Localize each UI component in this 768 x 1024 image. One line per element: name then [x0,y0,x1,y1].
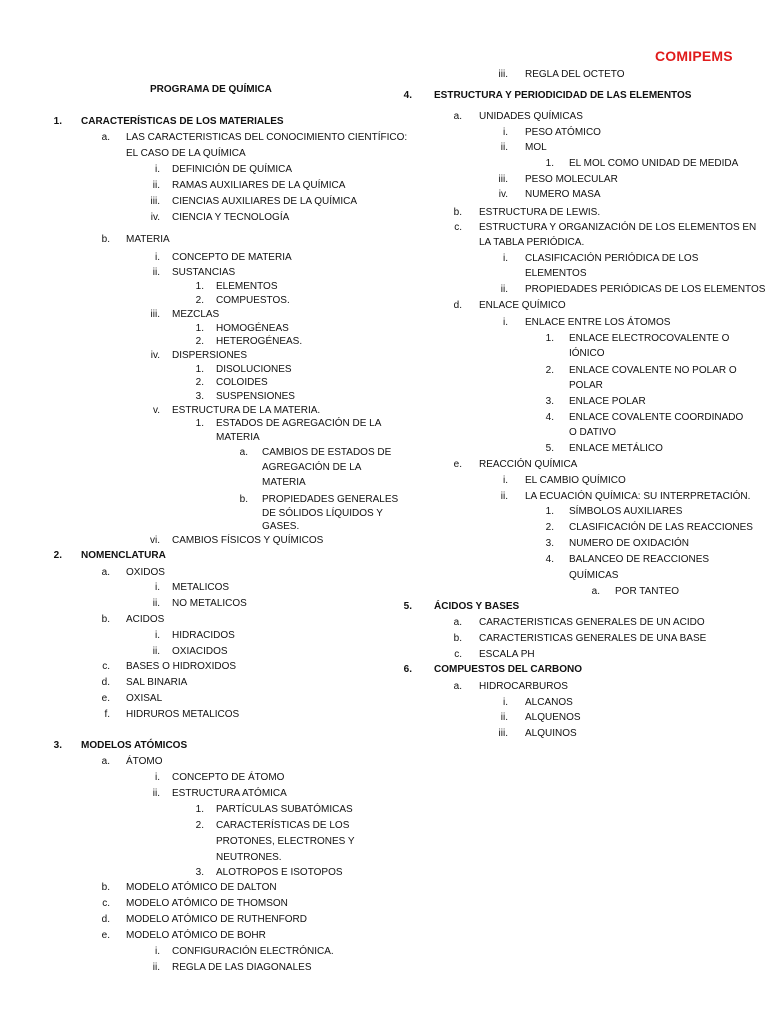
outline-text: MEZCLAS [172,309,220,320]
outline-text: ESTRUCTURA DE LA MATERIA. [172,405,321,416]
outline-marker: 4. [545,554,554,565]
outline-text: ACIDOS [126,614,165,625]
outline-marker: ii. [500,712,508,723]
outline-marker: a. [453,681,462,692]
outline-text: ENLACE ENTRE LOS ÁTOMOS [525,317,671,328]
outline-marker: 1. [195,804,204,815]
outline-marker: 1. [195,281,204,292]
outline-text: HOMOGÉNEAS [216,323,289,334]
outline-text: CLASIFICACIÓN DE LAS REACCIONES [569,522,753,533]
outline-text: CONCEPTO DE MATERIA [172,252,292,263]
outline-text: ENLACE COVALENTE NO POLAR O [569,365,737,376]
section-heading: MODELOS ATÓMICOS [81,740,188,751]
outline-text: CIENCIAS AUXILIARES DE LA QUÍMICA [172,196,358,207]
outline-marker: a. [101,132,110,143]
outline-text: PESO MOLECULAR [525,174,618,185]
outline-text: CONFIGURACIÓN ELECTRÓNICA. [172,946,334,957]
outline-marker: 1. [545,158,554,169]
outline-marker: 1. [545,333,554,344]
outline-text: ELEMENTOS [525,268,587,279]
outline-marker: 3. [53,740,62,751]
outline-marker: 2. [195,295,204,306]
outline-marker: 2. [195,820,204,831]
outline-marker: i. [503,127,508,138]
outline-marker: c. [102,898,110,909]
outline-marker: d. [453,300,462,311]
outline-marker: ii. [152,646,160,657]
outline-marker: c. [454,649,462,660]
outline-text: RAMAS AUXILIARES DE LA QUÍMICA [172,180,346,191]
outline-marker: c. [454,222,462,233]
outline-text: UNIDADES QUÍMICAS [479,111,583,122]
brand-logo-text: COMIPEMS [655,48,733,64]
section-heading: CARACTERÍSTICAS DE LOS MATERIALES [81,116,284,127]
outline-text: CAMBIOS DE ESTADOS DE [262,447,392,458]
outline-text: MATERIA [262,477,306,488]
outline-marker: ii. [500,491,508,502]
outline-marker: a. [453,111,462,122]
outline-marker: ii. [152,788,160,799]
outline-text: NUMERO MASA [525,189,601,200]
outline-marker: f. [104,709,110,720]
outline-marker: e. [453,459,462,470]
outline-marker: ii. [500,284,508,295]
outline-marker: a. [453,617,462,628]
outline-marker: vi. [150,535,160,546]
outline-marker: i. [503,475,508,486]
outline-text: NUMERO DE OXIDACIÓN [569,538,690,549]
outline-text: COLOIDES [216,377,268,388]
outline-marker: iv. [150,350,160,361]
outline-text: POR TANTEO [615,586,680,597]
outline-text: ESTRUCTURA Y ORGANIZACIÓN DE LOS ELEMENTOS EN [479,222,757,233]
outline-marker: 1. [195,323,204,334]
section-heading: COMPUESTOS DEL CARBONO [434,664,582,675]
outline-text: ESTADOS DE AGREGACIÓN DE LA [216,418,382,429]
outline-text: CLASIFICACIÓN PERIÓDICA DE LOS [525,253,699,264]
outline-marker: iii. [150,309,160,320]
outline-marker: iii. [498,728,508,739]
outline-marker: 1. [545,506,554,517]
outline-text: LAS CARACTERISTICAS DEL CONOCIMIENTO CIENTÍFICO: [126,132,408,143]
outline-text: ENLACE COVALENTE COORDINADO [569,412,744,423]
outline-text: EL MOL COMO UNIDAD DE MEDIDA [569,158,739,169]
section-heading: NOMENCLATURA [81,550,166,561]
outline-marker: 4. [545,412,554,423]
outline-marker: a. [591,586,600,597]
outline-text: SUSTANCIAS [172,267,236,278]
outline-marker: ii. [500,142,508,153]
outline-text: PROTONES, ELECTRONES Y [216,836,355,847]
outline-marker: iv. [498,189,508,200]
outline-text: LA TABLA PERIÓDICA. [479,237,585,248]
outline-marker: 2. [195,377,204,388]
outline-marker: 6. [403,664,412,675]
outline-text: MODELO ATÓMICO DE BOHR [126,930,266,941]
outline-text: ÁTOMO [126,756,163,767]
outline-text: SÍMBOLOS AUXILIARES [569,506,683,517]
outline-marker: a. [101,567,110,578]
outline-text: DISOLUCIONES [216,364,292,375]
outline-marker: iii. [498,69,508,80]
outline-text: ESCALA PH [479,649,535,660]
outline-text: MODELO ATÓMICO DE RUTHENFORD [126,914,307,925]
outline-text: MATERIA [126,234,170,245]
outline-marker: ii. [152,598,160,609]
outline-marker: iii. [150,196,160,207]
outline-marker: i. [155,946,160,957]
outline-marker: 2. [545,365,554,376]
outline-text: AGREGACIÓN DE LA [262,462,362,473]
outline-text: CAMBIOS FÍSICOS Y QUÍMICOS [172,535,324,546]
outline-text: ENLACE ELECTROCOVALENTE O [569,333,730,344]
outline-marker: 2. [545,522,554,533]
outline-text: ALCANOS [525,697,573,708]
outline-text: HIDRUROS METALICOS [126,709,240,720]
outline-text: LA ECUACIÓN QUÍMICA: SU INTERPRETACIÓN. [525,491,751,502]
outline-text: IÓNICO [569,348,605,359]
outline-text: OXISAL [126,693,163,704]
outline-text: ALQUINOS [525,728,577,739]
outline-text: CARACTERISTICAS GENERALES DE UNA BASE [479,633,707,644]
outline-text: CARACTERISTICAS GENERALES DE UN ACIDO [479,617,705,628]
outline-marker: 5. [545,443,554,454]
outline-text: REGLA DE LAS DIAGONALES [172,962,312,973]
outline-text: ESTRUCTURA DE LEWIS. [479,207,601,218]
outline-marker: b. [101,614,110,625]
outline-text: BALANCEO DE REACCIONES [569,554,710,565]
outline-marker: ii. [152,180,160,191]
outline-marker: d. [101,677,110,688]
outline-text: COMPUESTOS. [216,295,290,306]
outline-text: REGLA DEL OCTETO [525,69,625,80]
outline-text: NEUTRONES. [216,852,282,863]
outline-text: PARTÍCULAS SUBATÓMICAS [216,804,353,815]
outline-text: ESTRUCTURA ATÓMICA [172,788,287,799]
outline-marker: 3. [195,867,204,878]
outline-marker: i. [155,252,160,263]
outline-marker: 2. [53,550,62,561]
outline-marker: i. [503,253,508,264]
outline-marker: i. [503,317,508,328]
outline-text: EL CASO DE LA QUÍMICA [126,148,246,159]
outline-marker: b. [453,633,462,644]
outline-marker: 2. [195,336,204,347]
outline-text: NO METALICOS [172,598,247,609]
outline-text: MODELO ATÓMICO DE THOMSON [126,898,288,909]
outline-marker: a. [239,447,248,458]
outline-text: OXIACIDOS [172,646,228,657]
outline-marker: 5. [403,601,412,612]
outline-text: EL CAMBIO QUÍMICO [525,475,626,486]
section-heading: ESTRUCTURA Y PERIODICIDAD DE LAS ELEMENTOS [434,90,692,101]
outline-text: QUÍMICAS [569,570,619,581]
outline-marker: b. [101,882,110,893]
outline-marker: i. [155,772,160,783]
outline-text: PROPIEDADES PERIÓDICAS DE LOS ELEMENTOS [525,284,766,295]
outline-text: HIDRACIDOS [172,630,235,641]
outline-marker: e. [101,693,110,704]
outline-marker: 3. [545,396,554,407]
outline-marker: 1. [195,418,204,429]
outline-marker: 1. [53,116,62,127]
outline-marker: ii. [152,962,160,973]
outline-text: MODELO ATÓMICO DE DALTON [126,882,277,893]
document-title: PROGRAMA DE QUÍMICA [150,84,272,95]
outline-text: CIENCIA Y TECNOLOGÍA [172,212,290,223]
outline-marker: i. [155,164,160,175]
outline-marker: iv. [150,212,160,223]
outline-marker: a. [101,756,110,767]
outline-marker: i. [155,582,160,593]
outline-text: DEFINICIÓN DE QUÍMICA [172,164,293,175]
outline-text: DE SÓLIDOS LÍQUIDOS Y [262,508,383,519]
outline-text: SAL BINARIA [126,677,188,688]
outline-marker: ii. [152,267,160,278]
outline-text: REACCIÓN QUÍMICA [479,459,578,470]
outline-text: ENLACE QUÍMICO [479,300,566,311]
outline-text: ELEMENTOS [216,281,278,292]
outline-text: ALOTROPOS E ISOTOPOS [216,867,343,878]
outline-text: MOL [525,142,547,153]
outline-text: POLAR [569,380,603,391]
outline-text: CONCEPTO DE ÁTOMO [172,772,285,783]
outline-marker: 3. [545,538,554,549]
outline-text: SUSPENSIONES [216,391,295,402]
outline-text: ENLACE POLAR [569,396,646,407]
outline-text: MATERIA [216,432,260,443]
outline-marker: 1. [195,364,204,375]
outline-marker: d. [101,914,110,925]
outline-marker: 3. [195,391,204,402]
outline-text: BASES O HIDROXIDOS [126,661,237,672]
outline-marker: e. [101,930,110,941]
outline-marker: 4. [403,90,412,101]
outline-marker: i. [155,630,160,641]
outline-text: PROPIEDADES GENERALES [262,494,399,505]
outline-text: CARACTERÍSTICAS DE LOS [216,820,350,831]
outline-marker: i. [503,697,508,708]
outline-text: GASES. [262,521,300,532]
outline-marker: v. [152,405,160,416]
outline-text: OXIDOS [126,567,165,578]
outline-text: DISPERSIONES [172,350,248,361]
outline-marker: b. [101,234,110,245]
outline-text: HETEROGÉNEAS. [216,336,303,347]
outline-marker: b. [453,207,462,218]
outline-text: ENLACE METÁLICO [569,443,663,454]
section-heading: ÁCIDOS Y BASES [434,601,520,612]
outline-text: O DATIVO [569,427,617,438]
outline-text: HIDROCARBUROS [479,681,568,692]
outline-text: PESO ATÓMICO [525,127,601,138]
outline-marker: iii. [498,174,508,185]
outline-text: ALQUENOS [525,712,581,723]
outline-marker: c. [102,661,110,672]
outline-marker: b. [239,494,248,505]
outline-text: METALICOS [172,582,230,593]
